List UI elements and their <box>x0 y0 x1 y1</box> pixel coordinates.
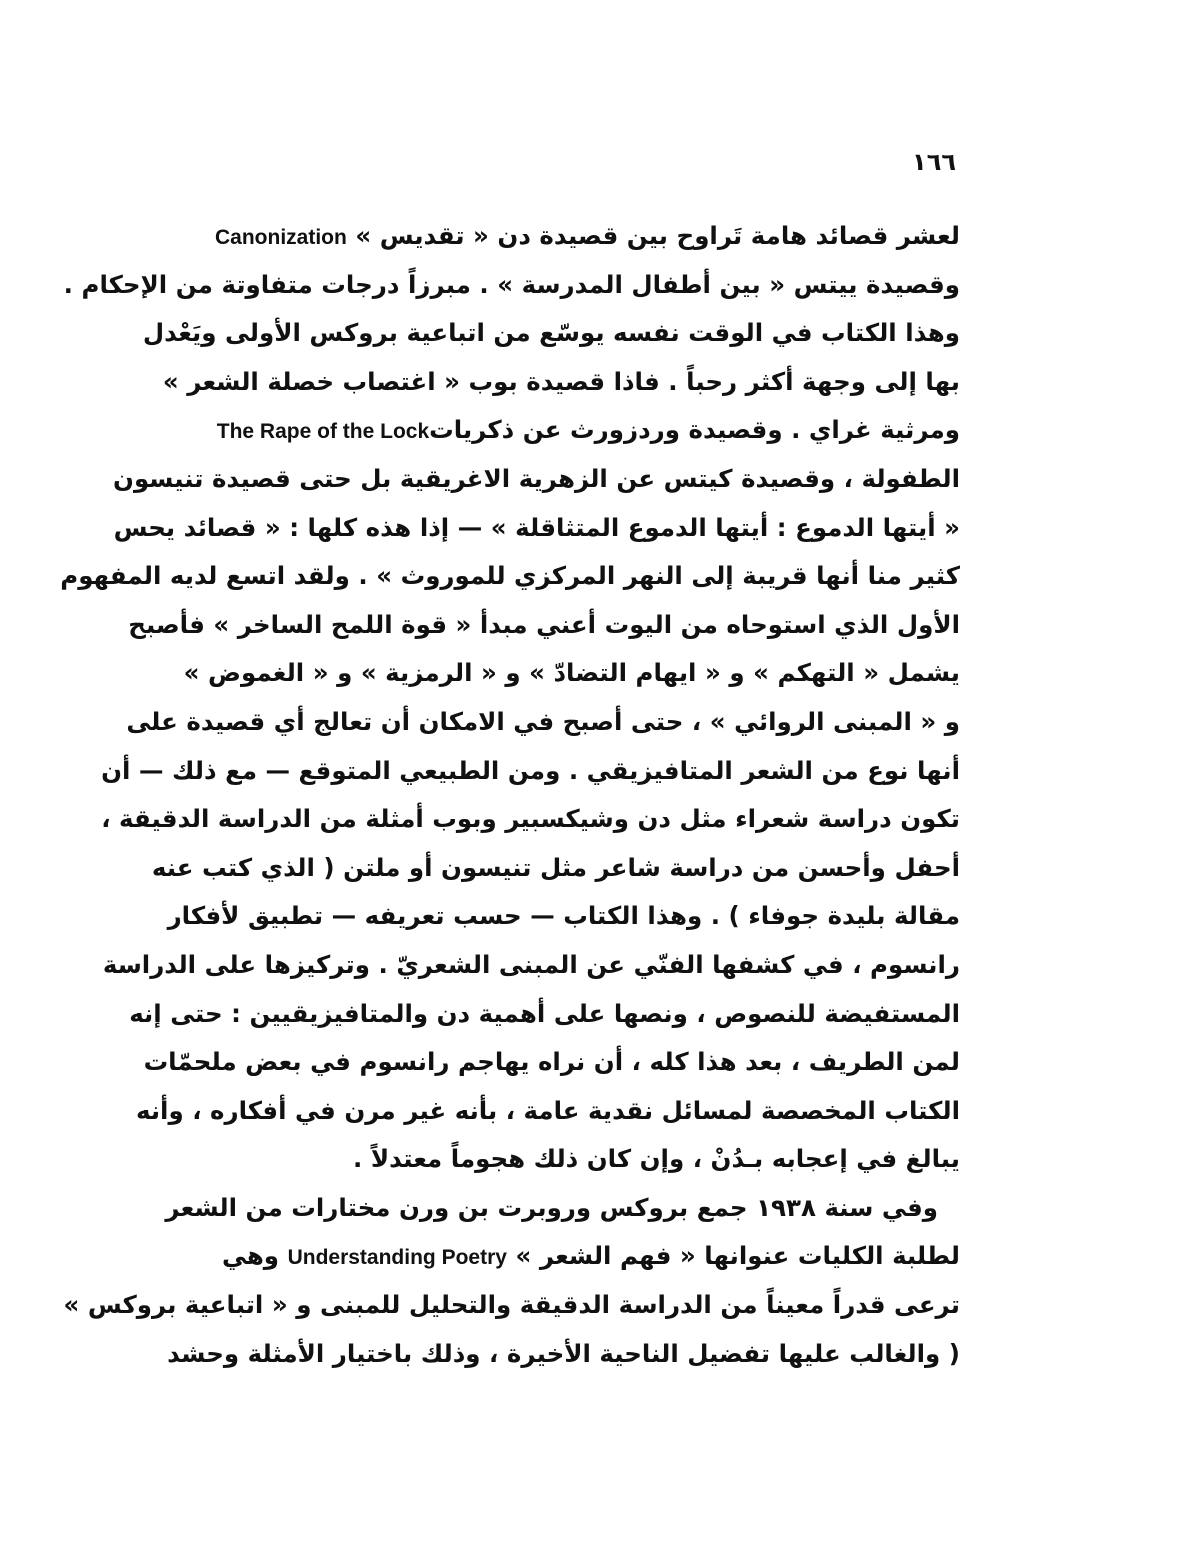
text-line: ترعى قدراً معيناً من الدراسة الدقيقة والتحليل للمبنى و « اتباعية بروكس » <box>63 1290 960 1320</box>
text-line: ( والغالب عليها تفضيل الناحية الأخيرة ، وذلك باختيار الأمثلة وحشد <box>167 1338 960 1368</box>
text-line: الطفولة ، وقصيدة كيتس عن الزهرية الاغريقية بل حتى قصيدة تنيسون <box>113 463 960 493</box>
text-line: وهذا الكتاب في الوقت نفسه يوسّع من اتباعية بروكس الأولى ويَعْدل <box>142 318 960 348</box>
text-line: تكون دراسة شعراء مثل دن وشيكسبير وبوب أمثلة من الدراسة الدقيقة ، <box>101 804 960 834</box>
text-line: ومرثية غراي . وقصيدة وردزورث عن ذكرياتThe Rape of the Lock <box>216 415 960 445</box>
text-line: بها إلى وجهة أكثر رحباً . فاذا قصيدة بوب « اغتصاب خصلة الشعر » <box>162 366 960 396</box>
page-number: ١٦٦ <box>912 148 956 176</box>
text-line: مقالة بليدة جوفاء ) . وهذا الكتاب — حسب تعريفه — تطبيق لأفكار <box>167 901 960 931</box>
paragraph-start-line: وفي سنة ١٩٣٨ جمع بروكس وروبرت بن ورن مختارات من الشعر <box>165 1192 938 1222</box>
text-line: أحفل وأحسن من دراسة شاعر مثل تنيسون أو ملتن ( الذي كتب عنه <box>151 852 960 882</box>
text-line: كثير منا أنها قريبة إلى النهر المركزي للموروث » . ولقد اتسع لديه المفهوم <box>60 561 960 591</box>
text-line: المستفيضة للنصوص ، ونصها على أهمية دن والمتافيزيقيين : حتى إنه <box>129 998 960 1028</box>
text-line: الكتاب المخصصة لمسائل نقدية عامة ، بأنه غير مرن في أفكاره ، وأنه <box>135 1095 960 1125</box>
text-line: لعشر قصائد هامة تَراوح بين قصيدة دن « تقديس » Canonization <box>215 221 960 250</box>
text-line: وقصيدة ييتس « بين أطفال المدرسة » . مبرزاً درجات متفاوتة من الإحكام . <box>63 269 960 299</box>
body-text <box>60 212 960 1378</box>
text-line: الأول الذي استوحاه من اليوت أعني مبدأ « قوة اللمح الساخر » فأصبح <box>128 609 960 639</box>
text-line: أنها نوع من الشعر المتافيزيقي . ومن الطبيعي المتوقع — مع ذلك — أن <box>101 755 960 785</box>
text-line: « أيتها الدموع : أيتها الدموع المتثاقلة » — إذا هذه كلها : « قصائد يحس <box>113 512 960 542</box>
text-line: يشمل « التهكم » و « ايهام التضادّ » و « الرمزية » و « الغموض » <box>183 658 960 688</box>
text-line: لمن الطريف ، بعد هذا كله ، أن نراه يهاجم رانسوم في بعض ملحمّات <box>143 1047 960 1077</box>
text-line: رانسوم ، في كشفها الفنّي عن المبنى الشعريّ . وتركيزها على الدراسة <box>102 949 960 979</box>
paragraph-end-line: يبالغ في إعجابه بـدُنْ ، وإن كان ذلك هجوماً معتدلاً . <box>352 1144 960 1174</box>
text-line: و « المبنى الروائي » ، حتى أصبح في الامكان أن تعالج أي قصيدة على <box>126 706 960 736</box>
text-line: لطلبة الكليات عنوانها « فهم الشعر » Understanding Poetry وهي <box>222 1241 960 1271</box>
